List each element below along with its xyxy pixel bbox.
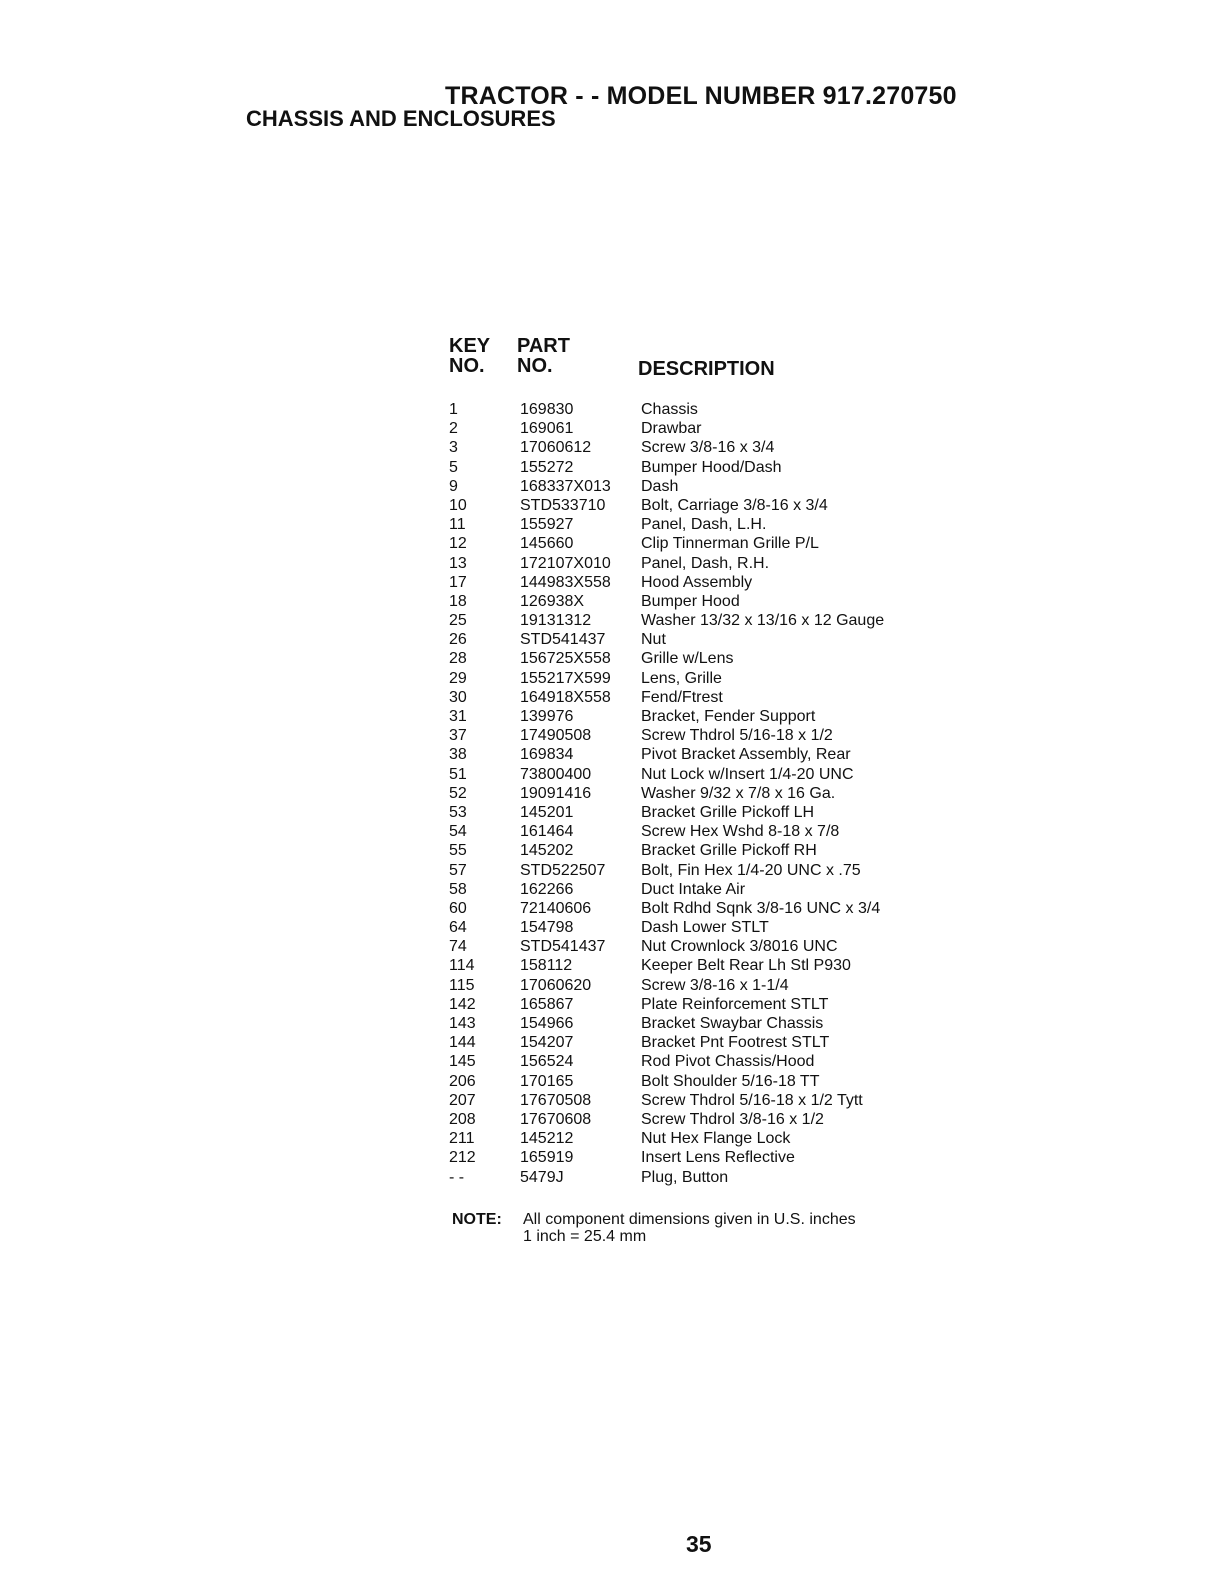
description-cell: Insert Lens Reflective (641, 1149, 795, 1167)
key-no-header-line1: KEY (449, 335, 491, 357)
table-row (449, 649, 949, 668)
table-row (449, 1052, 949, 1071)
part-no-cell: 155217X599 (520, 669, 611, 687)
table-row (449, 1168, 949, 1187)
table-row (449, 899, 949, 918)
description-cell: Screw Thdrol 5/16-18 x 1/2 (641, 727, 833, 745)
key-no-cell: 37 (449, 727, 467, 745)
key-no-cell: 52 (449, 784, 467, 802)
part-no-cell: 17670608 (520, 1110, 592, 1128)
table-row (449, 745, 949, 764)
part-no-cell: 170165 (520, 1072, 574, 1090)
part-no-cell: STD541437 (520, 631, 606, 649)
key-no-cell: 51 (449, 765, 467, 783)
description-cell: Bolt Shoulder 5/16-18 TT (641, 1072, 820, 1090)
description-cell: Bracket Swaybar Chassis (641, 1015, 824, 1032)
description-cell: Chassis (641, 401, 698, 418)
part-no-cell: 169061 (520, 420, 574, 438)
description-cell: Screw Thdrol 5/16-18 x 1/2 Tytt (641, 1091, 863, 1109)
key-no-cell: 145 (449, 1053, 476, 1071)
part-no-cell: 164918X558 (520, 688, 611, 706)
table-row (449, 707, 949, 726)
part-no-cell: 126938X (520, 592, 585, 610)
key-no-cell: 208 (449, 1110, 476, 1128)
description-cell: Plate Reinforcement STLT (641, 995, 829, 1013)
key-no-cell: 1 (449, 401, 458, 418)
part-no-cell: 158112 (520, 957, 573, 975)
table-row (449, 956, 949, 975)
part-no-cell: 145202 (520, 842, 574, 860)
page-number: 35 (686, 1531, 712, 1557)
table-row (449, 592, 949, 611)
key-no-cell: 57 (449, 861, 467, 879)
key-no-cell: 31 (449, 708, 467, 725)
table-row (449, 1072, 949, 1091)
table-row (449, 611, 949, 630)
table-row (449, 803, 949, 822)
key-no-cell: 114 (449, 957, 475, 975)
description-cell: Bumper Hood (641, 592, 740, 610)
part-no-cell: 154798 (520, 919, 574, 937)
table-row (449, 630, 949, 649)
description-cell: Bolt, Carriage 3/8-16 x 3/4 (641, 496, 828, 514)
description-cell: Rod Pivot Chassis/Hood (641, 1053, 815, 1071)
note-line-2: 1 inch = 25.4 mm (523, 1228, 647, 1245)
page-title: TRACTOR - - MODEL NUMBER 917.270750 (445, 82, 957, 110)
description-cell: Screw Hex Wshd 8-18 x 7/8 (641, 823, 840, 841)
description-cell: Duct Intake Air (641, 880, 746, 898)
key-no-cell: 206 (449, 1072, 476, 1090)
description-cell: Nut Lock w/Insert 1/4-20 UNC (641, 765, 854, 783)
part-no-cell: 154207 (520, 1034, 574, 1052)
description-cell: Nut Hex Flange Lock (641, 1130, 791, 1148)
key-no-cell: 26 (449, 631, 467, 649)
description-cell: Nut Crownlock 3/8016 UNC (641, 938, 838, 956)
part-no-header-line1: PART (517, 335, 570, 357)
description-cell: Screw 3/8-16 x 3/4 (641, 439, 775, 457)
description-cell: Bracket Grille Pickoff LH (641, 803, 815, 821)
description-cell: Keeper Belt Rear Lh Stl P930 (641, 957, 851, 975)
key-no-cell: 3 (449, 439, 458, 457)
key-no-cell: 2 (449, 420, 458, 438)
description-cell: Drawbar (641, 420, 702, 438)
table-row (449, 822, 949, 841)
table-row (449, 765, 949, 784)
part-no-cell: 145212 (520, 1130, 574, 1148)
part-no-cell: 169834 (520, 746, 574, 764)
key-no-cell: 12 (449, 535, 467, 553)
key-no-cell: - - (449, 1168, 465, 1186)
part-no-cell: STD533710 (520, 496, 606, 514)
key-no-cell: 55 (449, 842, 467, 860)
description-cell: Pivot Bracket Assembly, Rear (641, 746, 851, 764)
description-cell: Panel, Dash, L.H. (641, 516, 767, 534)
table-row (449, 496, 949, 515)
table-row (449, 573, 949, 592)
description-header: DESCRIPTION (638, 358, 775, 380)
part-no-cell: 154966 (520, 1015, 574, 1032)
description-cell: Bolt, Fin Hex 1/4-20 UNC x .75 (641, 861, 861, 879)
table-row (449, 477, 949, 496)
table-row (449, 419, 949, 438)
description-cell: Bracket Pnt Footrest STLT (641, 1034, 830, 1052)
key-no-cell: 17 (449, 573, 467, 591)
part-no-cell: 165867 (520, 995, 574, 1013)
table-row (449, 976, 949, 995)
part-no-cell: 144983X558 (520, 573, 611, 591)
part-no-cell: 172107X010 (520, 554, 611, 572)
description-cell: Grille w/Lens (641, 650, 734, 668)
part-no-cell: 156524 (520, 1053, 574, 1071)
key-no-cell: 211 (449, 1130, 475, 1148)
key-no-cell: 212 (449, 1149, 476, 1167)
description-cell: Dash Lower STLT (641, 919, 769, 937)
description-cell: Washer 9/32 x 7/8 x 16 Ga. (641, 784, 836, 802)
key-no-cell: 143 (449, 1015, 476, 1032)
part-no-header-line2: NO. (517, 355, 553, 377)
part-no-cell: STD522507 (520, 861, 606, 879)
description-cell: Fend/Ftrest (641, 688, 723, 706)
part-no-cell: 73800400 (520, 765, 592, 783)
part-no-cell: 169830 (520, 401, 574, 418)
note-label: NOTE: (452, 1211, 502, 1228)
key-no-cell: 18 (449, 592, 467, 610)
description-cell: Hood Assembly (641, 573, 753, 591)
description-cell: Dash (641, 477, 679, 495)
part-no-cell: 156725X558 (520, 650, 611, 668)
key-no-cell: 144 (449, 1034, 476, 1052)
note-line-1: All component dimensions given in U.S. inches (523, 1211, 856, 1228)
description-cell: Clip Tinnerman Grille P/L (641, 535, 819, 553)
description-cell: Washer 13/32 x 13/16 x 12 Gauge (641, 612, 885, 630)
description-cell: Screw Thdrol 3/8-16 x 1/2 (641, 1110, 824, 1128)
table-row (449, 1148, 949, 1167)
key-no-header-line2: NO. (449, 355, 485, 377)
key-no-cell: 30 (449, 688, 467, 706)
part-no-cell: 161464 (520, 823, 574, 841)
key-no-cell: 207 (449, 1091, 476, 1109)
table-row (449, 688, 949, 707)
table-row (449, 554, 949, 573)
table-row (449, 726, 949, 745)
table-row (449, 515, 949, 534)
part-no-cell: 72140606 (520, 899, 592, 917)
part-no-cell: STD541437 (520, 938, 606, 956)
description-cell: Bolt Rdhd Sqnk 3/8-16 UNC x 3/4 (641, 899, 881, 917)
key-no-cell: 5 (449, 458, 458, 476)
table-row (449, 1110, 949, 1129)
part-no-cell: 5479J (520, 1168, 564, 1186)
key-no-cell: 29 (449, 669, 467, 687)
description-cell: Nut (641, 631, 666, 649)
part-no-cell: 165919 (520, 1149, 574, 1167)
key-no-cell: 9 (449, 477, 458, 495)
key-no-cell: 142 (449, 995, 476, 1013)
table-row (449, 669, 949, 688)
table-row (449, 1129, 949, 1148)
key-no-cell: 115 (449, 976, 475, 994)
part-no-cell: 168337X013 (520, 477, 611, 495)
table-row (449, 995, 949, 1014)
key-no-cell: 10 (449, 496, 467, 514)
table-row (449, 1091, 949, 1110)
table-row (449, 438, 949, 457)
description-cell: Plug, Button (641, 1168, 729, 1186)
table-row (449, 937, 949, 956)
part-no-cell: 145201 (520, 803, 574, 821)
key-no-cell: 28 (449, 650, 467, 668)
table-row (449, 861, 949, 880)
part-no-cell: 19131312 (520, 612, 592, 630)
key-no-cell: 58 (449, 880, 467, 898)
part-no-cell: 139976 (520, 708, 574, 725)
table-row (449, 880, 949, 899)
description-cell: Bracket, Fender Support (641, 708, 816, 725)
part-no-cell: 17490508 (520, 727, 592, 745)
part-no-cell: 145660 (520, 535, 574, 553)
key-no-cell: 74 (449, 938, 467, 956)
description-cell: Bumper Hood/Dash (641, 458, 782, 476)
table-row (449, 784, 949, 803)
part-no-cell: 17060620 (520, 976, 592, 994)
key-no-cell: 13 (449, 554, 467, 572)
description-cell: Panel, Dash, R.H. (641, 554, 770, 572)
key-no-cell: 53 (449, 803, 467, 821)
key-no-cell: 38 (449, 746, 467, 764)
description-cell: Lens, Grille (641, 669, 722, 687)
table-row (449, 458, 949, 477)
part-no-cell: 19091416 (520, 784, 592, 802)
table-row (449, 534, 949, 553)
table-row (449, 841, 949, 860)
description-cell: Bracket Grille Pickoff RH (641, 842, 817, 860)
part-no-cell: 17670508 (520, 1091, 592, 1109)
key-no-cell: 54 (449, 823, 467, 841)
key-no-cell: 25 (449, 612, 467, 630)
part-no-cell: 155927 (520, 516, 574, 534)
part-no-cell: 155272 (520, 458, 574, 476)
table-row (449, 1014, 949, 1033)
part-no-cell: 162266 (520, 880, 574, 898)
table-row (449, 400, 949, 419)
parts-list (449, 400, 949, 1187)
description-cell: Screw 3/8-16 x 1-1/4 (641, 976, 789, 994)
table-row (449, 1033, 949, 1052)
part-no-cell: 17060612 (520, 439, 592, 457)
key-no-cell: 64 (449, 919, 467, 937)
key-no-cell: 60 (449, 899, 467, 917)
table-row (449, 918, 949, 937)
section-subtitle: CHASSIS AND ENCLOSURES (246, 106, 556, 131)
key-no-cell: 11 (449, 516, 466, 534)
